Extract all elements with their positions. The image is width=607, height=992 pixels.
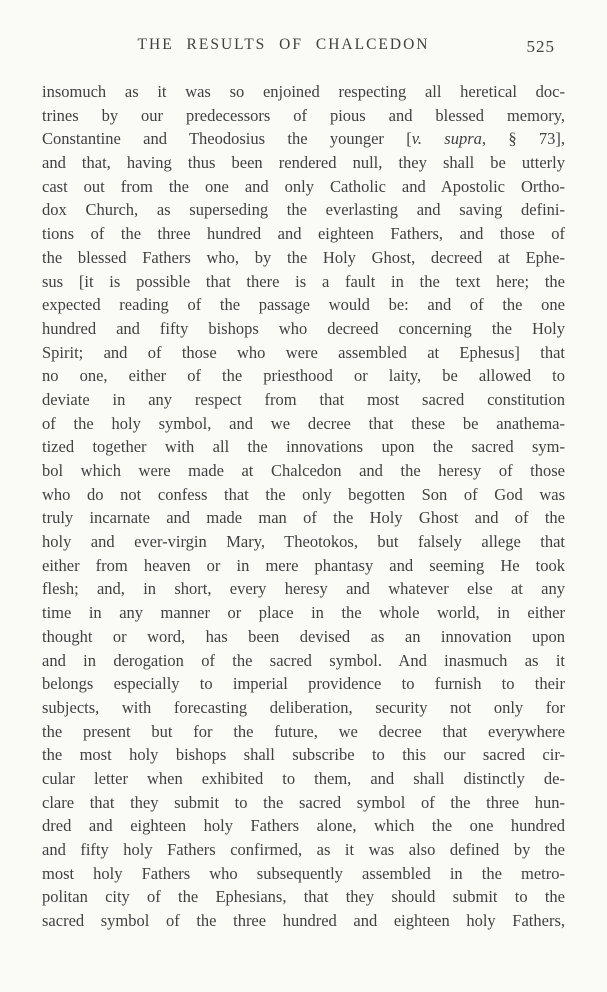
text-line: of the holy symbol, and we decree that these be anathema- bbox=[42, 413, 565, 433]
text-line: time in any manner or place in the whole world, in either bbox=[42, 603, 565, 623]
text-line: who do not confess that the only begotten Son of God was bbox=[42, 484, 565, 504]
text-line: the most holy bishops shall subscribe to this our sacred cir- bbox=[42, 745, 565, 765]
text-line: holy and ever-virgin Mary, Theotokos, but falsely allege that bbox=[42, 532, 565, 552]
text-line: Constantine and Theodosius the younger [v. supra, § 73], bbox=[42, 129, 565, 149]
text-line: and that, having thus been rendered null, they shall be utterly bbox=[42, 153, 565, 173]
text-line: tions of the three hundred and eighteen Fathers, and those of bbox=[42, 224, 565, 244]
text-line: dox Church, as superseding the everlasting and saving defini- bbox=[42, 200, 565, 220]
text-line: sacred symbol of the three hundred and eighteen holy Fathers, bbox=[42, 911, 565, 931]
text-line: trines by our predecessors of pious and blessed memory, bbox=[42, 105, 565, 125]
text-line: most holy Fathers who subsequently assembled in the metro- bbox=[42, 863, 565, 883]
text-line: bol which were made at Chalcedon and the heresy of those bbox=[42, 461, 565, 480]
text-line: belongs especially to imperial providence to furnish to their bbox=[42, 674, 565, 694]
text-line: thought or word, has been devised as an innovation upon bbox=[42, 626, 565, 646]
text-line: the blessed Fathers who, by the Holy Ghost, decreed at Ephe- bbox=[42, 247, 565, 267]
text-line: deviate in any respect from that most sacred constitution bbox=[42, 389, 565, 409]
text-line: and fifty holy Fathers confirmed, as it was also defined by the bbox=[42, 840, 565, 859]
text-line: subjects, with forecasting deliberation, security not only for bbox=[42, 697, 565, 717]
text-line: expected reading of the passage would be: and of the one bbox=[42, 295, 565, 315]
text-line: no one, either of the priesthood or laity, be allowed to bbox=[42, 366, 565, 386]
text-line: tized together with all the innovations upon the sacred sym- bbox=[42, 437, 565, 457]
text-line: hundred and fifty bishops who decreed concerning the Holy bbox=[42, 318, 565, 338]
text-line: clare that they submit to the sacred symbol of the three hun- bbox=[42, 792, 565, 812]
text-line: and in derogation of the sacred symbol. And inasmuch as it bbox=[42, 650, 565, 670]
text-line: flesh; and, in short, every heresy and whatever else at any bbox=[42, 579, 565, 599]
text-line: dred and eighteen holy Fathers alone, which the one hundred bbox=[42, 816, 565, 836]
text-line: Spirit; and of those who were assembled at Ephesus] that bbox=[42, 342, 565, 362]
text-line: sus [it is possible that there is a fault in the text here; the bbox=[42, 271, 565, 291]
text-line: cast out from the one and only Catholic and Apostolic Ortho- bbox=[42, 176, 565, 196]
text-line: either from heaven or in mere phantasy and seeming He took bbox=[42, 555, 565, 575]
page-body bbox=[42, 80, 565, 933]
text-line: the present but for the future, we decree that everywhere bbox=[42, 721, 565, 741]
running-head-title: THE RESULTS OF CHALCEDON bbox=[137, 36, 430, 53]
page-number: 525 bbox=[526, 37, 555, 56]
text-line: truly incarnate and made man of the Holy Ghost and of the bbox=[42, 508, 565, 528]
text-line: cular letter when exhibited to them, and shall distinctly de- bbox=[42, 768, 565, 788]
text-line: insomuch as it was so enjoined respecting all heretical doc- bbox=[42, 82, 565, 101]
page-header bbox=[42, 36, 565, 62]
text-line: politan city of the Ephesians, that they should submit to the bbox=[42, 887, 565, 907]
